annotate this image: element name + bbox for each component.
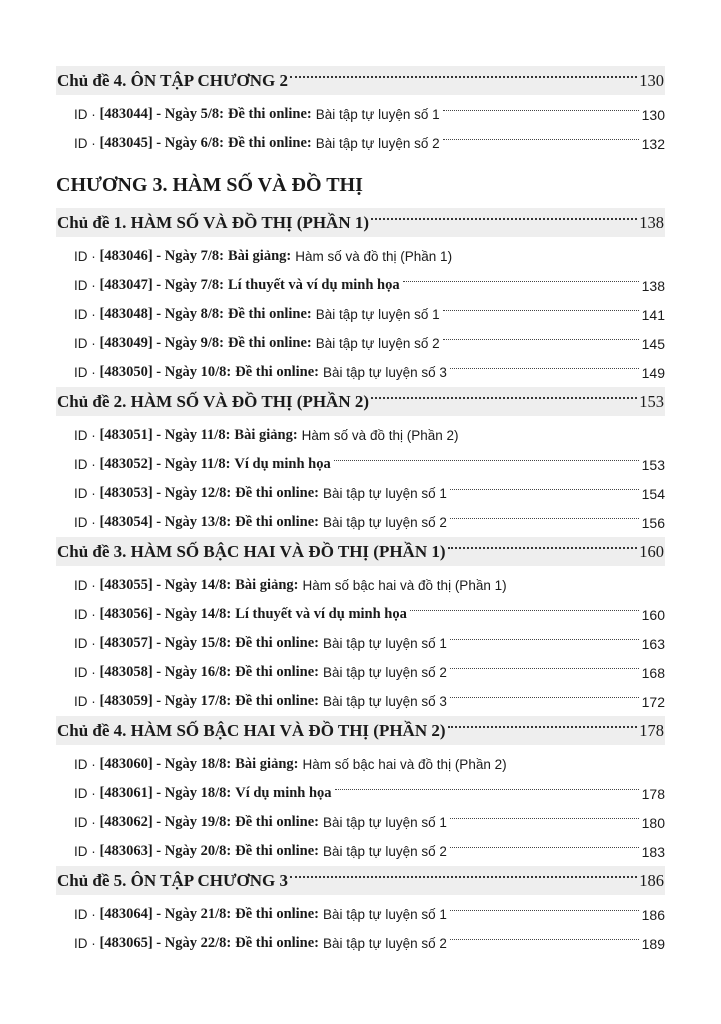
topic-title: Chủ đề 2. HÀM SỐ VÀ ĐỒ THỊ (PHẦN 2) [57,391,370,411]
id-prefix: ID · [74,786,100,801]
separator: - [152,906,165,922]
separator: - [152,306,165,322]
separator: - [152,364,165,380]
dot-leader [450,847,639,848]
lesson-id: [483050] [99,364,153,380]
page-number: 186 [641,906,665,923]
id-prefix: ID · [74,307,100,322]
id-prefix: ID · [74,457,100,472]
lesson-day: Ngày 17/8: [164,693,232,709]
dot-leader [450,697,639,698]
dot-leader [450,639,639,640]
dot-leader [450,939,639,940]
separator: - [152,785,165,801]
separator: - [152,814,165,830]
page-number: 153 [641,456,665,473]
separator: - [152,106,165,122]
separator: - [152,756,165,772]
topic-row[interactable] [56,866,665,895]
page-number: 183 [641,843,665,860]
id-prefix: ID · [74,278,100,293]
separator: - [152,485,165,501]
lesson-day: Ngày 16/8: [164,664,232,680]
lesson-type: Đề thi online: [235,514,320,530]
lesson-description: Bài tập tự luyện số 1 [323,486,447,501]
id-prefix: ID · [74,907,100,922]
dot-leader [371,397,637,399]
page-number: 141 [641,306,665,323]
lesson-id: [483062] [99,814,153,830]
lesson-type: Bài giảng: [234,427,298,443]
page-number: 138 [641,277,665,294]
lesson-day: Ngày 14/8: [164,606,232,622]
lesson-description: Bài tập tự luyện số 2 [323,936,447,951]
lesson-entry[interactable] [56,837,665,866]
lesson-entry[interactable] [56,450,665,479]
chapter-title: CHƯƠNG 3. HÀM SỐ VÀ ĐỒ THỊ [56,173,363,196]
dot-leader [334,460,639,461]
lesson-type: Đề thi online: [227,106,312,122]
id-prefix: ID · [74,815,100,830]
lesson-type: Đề thi online: [235,364,320,380]
page-number: 160 [639,541,664,561]
dot-leader [443,339,639,340]
chapter-heading [56,158,665,204]
lesson-id: [483044] [99,106,153,122]
topic-title: Chủ đề 4. ÔN TẬP CHƯƠNG 2 [57,70,288,90]
id-prefix: ID · [74,136,100,151]
id-prefix: ID · [74,365,100,380]
lesson-entry[interactable] [56,421,665,450]
lesson-day: Ngày 10/8: [164,364,232,380]
page-number: 178 [639,720,664,740]
lesson-entry[interactable] [56,779,665,808]
id-prefix: ID · [74,486,100,501]
lesson-entry[interactable] [56,300,665,329]
lesson-description: Hàm số bậc hai và đồ thị (Phần 2) [302,757,507,772]
lesson-id: [483048] [99,306,153,322]
id-prefix: ID · [74,936,100,951]
lesson-day: Ngày 15/8: [164,635,232,651]
lesson-type: Đề thi online: [235,664,320,680]
dot-leader [410,610,639,611]
lesson-description: Bài tập tự luyện số 2 [323,844,447,859]
lesson-day: Ngày 5/8: [164,106,224,122]
dot-leader [450,368,639,369]
topic-row[interactable] [56,537,665,566]
lesson-description: Bài tập tự luyện số 1 [315,307,440,322]
separator: - [152,135,165,151]
lesson-description: Bài tập tự luyện số 2 [315,136,440,151]
lesson-id: [483047] [99,277,153,293]
lesson-entry[interactable] [56,808,665,837]
separator: - [152,456,165,472]
lesson-entry[interactable] [56,600,665,629]
id-prefix: ID · [74,757,100,772]
id-prefix: ID · [74,107,100,122]
lesson-type: Đề thi online: [235,814,320,830]
lesson-entry[interactable] [56,658,665,687]
lesson-day: Ngày 18/8: [164,756,232,772]
dot-leader [450,668,639,669]
lesson-day: Ngày 22/8: [164,935,232,951]
dot-leader [443,110,639,111]
lesson-entry[interactable] [56,129,665,158]
separator: - [152,935,165,951]
separator: - [152,843,165,859]
dot-leader [450,818,639,819]
page-number: 189 [641,935,665,952]
lesson-id: [483057] [99,635,153,651]
lesson-description: Bài tập tự luyện số 1 [323,636,447,651]
page-number: 160 [641,606,665,623]
lesson-day: Ngày 6/8: [164,135,224,151]
id-prefix: ID · [74,844,100,859]
lesson-type: Lí thuyết và ví dụ minh họa [235,606,407,622]
lesson-type: Đề thi online: [227,135,312,151]
lesson-type: Lí thuyết và ví dụ minh họa [227,277,400,293]
topic-title: Chủ đề 1. HÀM SỐ VÀ ĐỒ THỊ (PHẦN 1) [57,212,370,232]
lesson-description: Bài tập tự luyện số 1 [323,907,447,922]
dot-leader [450,518,639,519]
separator: - [152,664,165,680]
lesson-type: Đề thi online: [235,935,320,951]
lesson-entry[interactable] [56,571,665,600]
lesson-type: Bài giảng: [227,248,292,264]
topic-row[interactable] [56,387,665,416]
page-number: 149 [641,364,665,381]
lesson-day: Ngày 20/8: [164,843,232,859]
lesson-entry[interactable] [56,329,665,358]
lesson-entry[interactable] [56,242,665,271]
dot-leader [290,76,637,78]
separator: - [152,606,165,622]
page-number: 156 [641,514,665,531]
lesson-type: Đề thi online: [227,335,312,351]
separator: - [152,577,165,593]
lesson-type: Bài giảng: [235,756,299,772]
lesson-entry[interactable] [56,479,665,508]
lesson-description: Hàm số và đồ thị (Phần 1) [295,249,453,264]
dot-leader [450,489,639,490]
lesson-id: [483052] [99,456,153,472]
lesson-description: Bài tập tự luyện số 2 [315,336,440,351]
lesson-id: [483053] [99,485,153,501]
topic-title: Chủ đề 4. HÀM SỐ BẬC HAI VÀ ĐỒ THỊ (PHẦN 2) [57,720,446,740]
lesson-day: Ngày 21/8: [164,906,232,922]
lesson-type: Ví dụ minh họa [234,456,331,472]
separator: - [152,248,165,264]
lesson-description: Bài tập tự luyện số 1 [323,815,447,830]
separator: - [152,427,165,443]
lesson-id: [483055] [99,577,153,593]
dot-leader [443,310,639,311]
lesson-id: [483065] [99,935,153,951]
lesson-id: [483064] [99,906,153,922]
lesson-day: Ngày 14/8: [164,577,232,593]
lesson-entry[interactable] [56,929,665,958]
separator: - [152,514,165,530]
dot-leader [371,218,637,220]
dot-leader [403,281,639,282]
topic-row[interactable] [56,66,665,95]
dot-leader [448,726,638,728]
page-number: 186 [639,870,664,890]
page-number: 154 [641,485,665,502]
lesson-day: Ngày 18/8: [164,785,232,801]
lesson-entry[interactable] [56,100,665,129]
topic-title: Chủ đề 3. HÀM SỐ BẬC HAI VÀ ĐỒ THỊ (PHẦN 1) [57,541,446,561]
id-prefix: ID · [74,694,100,709]
dot-leader [443,139,639,140]
lesson-type: Bài giảng: [235,577,299,593]
lesson-entry[interactable] [56,629,665,658]
lesson-day: Ngày 13/8: [164,514,232,530]
lesson-description: Bài tập tự luyện số 2 [323,665,447,680]
lesson-day: Ngày 11/8: [164,427,231,443]
lesson-type: Đề thi online: [235,485,320,501]
lesson-day: Ngày 19/8: [164,814,232,830]
id-prefix: ID · [74,636,100,651]
lesson-description: Bài tập tự luyện số 2 [323,515,447,530]
lesson-id: [483061] [99,785,153,801]
page-number: 130 [641,106,665,123]
lesson-id: [483056] [99,606,153,622]
page-number: 178 [641,785,665,802]
lesson-id: [483054] [99,514,153,530]
lesson-day: Ngày 7/8: [164,248,224,264]
lesson-entry[interactable] [56,900,665,929]
lesson-type: Đề thi online: [227,306,312,322]
dot-leader [335,789,639,790]
page-number: 172 [641,693,665,710]
lesson-type: Đề thi online: [235,906,320,922]
id-prefix: ID · [74,336,100,351]
lesson-description: Bài tập tự luyện số 3 [323,694,447,709]
id-prefix: ID · [74,428,100,443]
page-number: 163 [641,635,665,652]
page-number: 168 [641,664,665,681]
lesson-id: [483060] [99,756,153,772]
lesson-entry[interactable] [56,358,665,387]
lesson-id: [483045] [99,135,153,151]
dot-leader [450,910,639,911]
id-prefix: ID · [74,249,100,264]
lesson-entry[interactable] [56,750,665,779]
page-number: 180 [641,814,665,831]
lesson-id: [483058] [99,664,153,680]
lesson-type: Đề thi online: [235,635,320,651]
page-number: 138 [639,212,664,232]
lesson-entry[interactable] [56,271,665,300]
lesson-description: Hàm số bậc hai và đồ thị (Phần 1) [302,578,507,593]
id-prefix: ID · [74,665,100,680]
separator: - [152,693,165,709]
lesson-entry[interactable] [56,687,665,716]
page-number: 132 [641,135,665,152]
lesson-type: Đề thi online: [235,843,320,859]
id-prefix: ID · [74,515,100,530]
lesson-id: [483046] [99,248,153,264]
lesson-day: Ngày 12/8: [164,485,232,501]
lesson-description: Bài tập tự luyện số 1 [315,107,440,122]
lesson-type: Ví dụ minh họa [235,785,332,801]
separator: - [152,277,165,293]
lesson-id: [483049] [99,335,153,351]
lesson-id: [483051] [99,427,153,443]
topic-title: Chủ đề 5. ÔN TẬP CHƯƠNG 3 [57,870,288,890]
id-prefix: ID · [74,578,100,593]
lesson-entry[interactable] [56,508,665,537]
separator: - [152,335,165,351]
page-number: 130 [639,70,664,90]
table-of-contents [56,66,665,958]
lesson-description: Bài tập tự luyện số 3 [323,365,447,380]
page-number: 145 [641,335,665,352]
lesson-type: Đề thi online: [235,693,320,709]
topic-row[interactable] [56,208,665,237]
topic-row[interactable] [56,716,665,745]
lesson-day: Ngày 9/8: [164,335,224,351]
dot-leader [448,547,638,549]
page-number: 153 [639,391,664,411]
dot-leader [290,876,637,878]
separator: - [152,635,165,651]
lesson-day: Ngày 11/8: [164,456,231,472]
lesson-description: Hàm số và đồ thị (Phần 2) [301,428,459,443]
id-prefix: ID · [74,607,100,622]
lesson-day: Ngày 7/8: [164,277,224,293]
lesson-day: Ngày 8/8: [164,306,224,322]
lesson-id: [483063] [99,843,153,859]
lesson-id: [483059] [99,693,153,709]
